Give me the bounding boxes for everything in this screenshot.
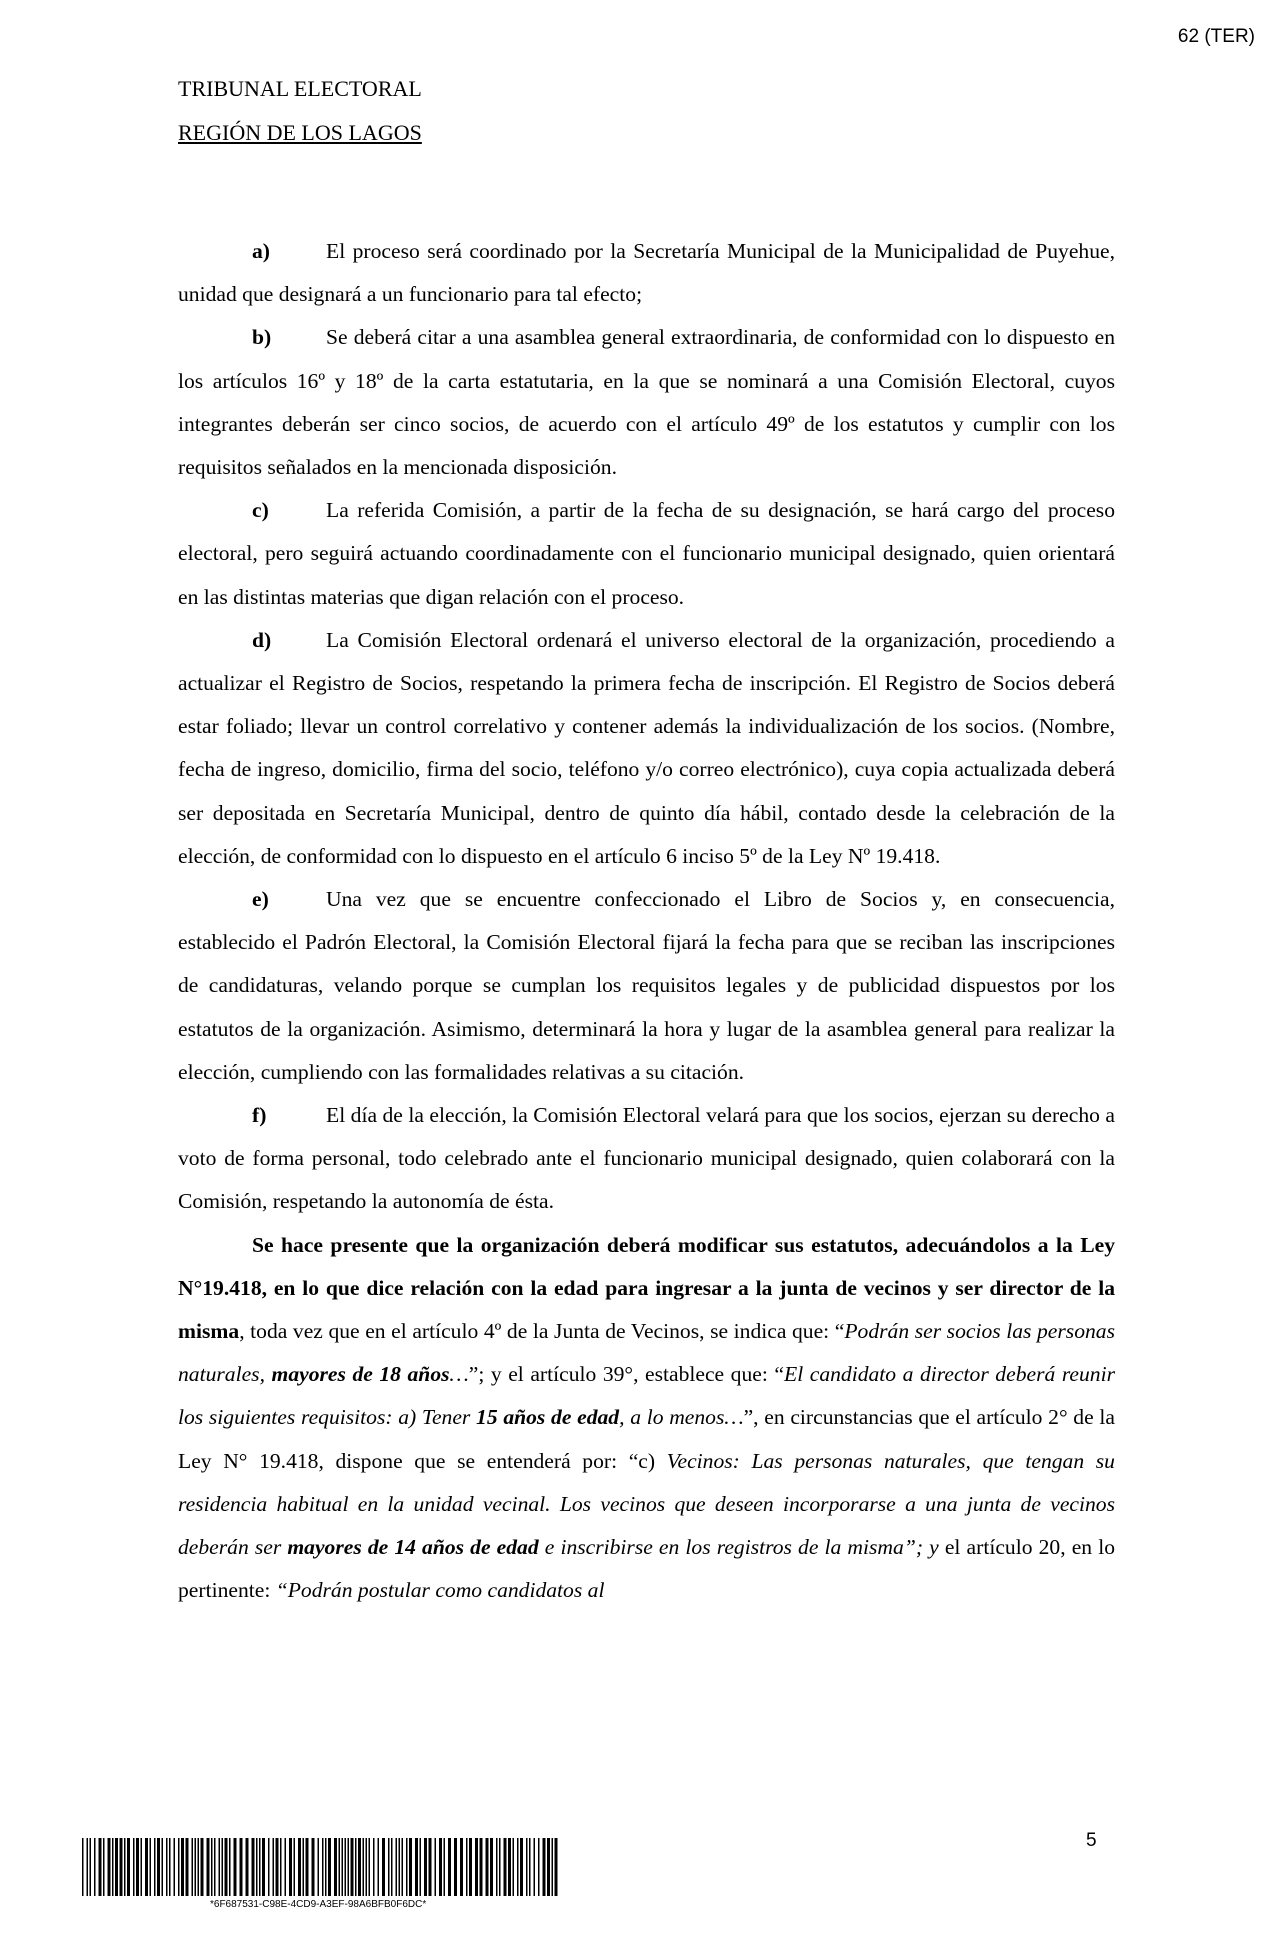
- item-label: e): [252, 887, 269, 912]
- item-label: d): [252, 627, 272, 652]
- note-bold-intro: Se hace presente que la organización deberá modificar sus estatutos, adecuándolos a la Ley N°19.418, en lo que dice relación con la edad para ingresar a la junta de vecinos y ser director de la misma: [178, 1232, 1115, 1344]
- note-text: ”, en circunstancias que el artículo 2° de la Ley N° 19.418, dispone que se entenderá por: “c): [178, 1405, 1115, 1473]
- folio-number: 62 (TER): [1177, 26, 1255, 47]
- item-label: a): [252, 239, 270, 263]
- statute-note-paragraph: [178, 1224, 1115, 1613]
- header-tribunal: TRIBUNAL ELECTORAL: [178, 76, 422, 101]
- list-item-e: [178, 878, 1115, 1094]
- page-number: 5: [1086, 1830, 1097, 1851]
- item-text: La Comisión Electoral ordenará el universo electoral de la organización, procediendo a actualizar el Registro de Socios, respetando la primera fecha de inscripción. El Registro de Socios deberá estar foliado; llevar un control correlativo y contener además la individualización de los socios. (Nombre, fecha de ingreso, domicilio, firma del socio, teléfono y/o correo electrónico), cuya copia actualizada deberá ser depositada en Secretaría Municipal, dentro de quinto día hábil, contado desde la celebración de la elección, de conformidad con lo dispuesto en el artículo 6 inciso 5º de la Ley Nº 19.418.: [178, 627, 1115, 868]
- item-text: El proceso será coordinado por la Secretaría Municipal de la Municipalidad de Puyehue, unidad que designará a un funcionario para tal efecto;: [178, 239, 1115, 307]
- item-label: f): [252, 1103, 267, 1128]
- note-quote-emphasis: mayores de 14 años de edad: [287, 1535, 539, 1560]
- item-label: c): [252, 498, 269, 523]
- list-item-b: [178, 316, 1115, 489]
- document-body: [178, 230, 1115, 1613]
- list-item-d: [178, 619, 1115, 878]
- item-text: Una vez que se encuentre confeccionado el Libro de Socios y, en consecuencia, establecido el Padrón Electoral, la Comisión Electoral fijará la fecha para que se reciban las inscripciones de candidaturas, velando porque se cumplan los requisitos legales y de publicidad dispuestos por los estatutos de la organización. Asimismo, determinará la hora y lugar de la asamblea general para realizar la elección, cumpliendo con las formalidades relativas a su citación.: [178, 887, 1115, 1084]
- item-text: Se deberá citar a una asamblea general extraordinaria, de conformidad con lo dispuesto en los artículos 16º y 18º de la carta estatutaria, en la que se nominará a una Comisión Electoral, cuyos integrantes deberán ser cinco socios, de acuerdo con el artículo 49º de los estatutos y cumplir con los requisitos señalados en la mencionada disposición.: [178, 325, 1115, 480]
- note-quote: “Podrán postular como candidatos al: [275, 1578, 605, 1603]
- barcode-caption: *6F687531-C98E-4CD9-A3EF-98A6BFB0F6DC*: [210, 1899, 427, 1910]
- note-quote: Podrán ser socios las personas naturales,: [178, 1319, 1115, 1387]
- note-quote: e inscribirse en los registros de la misma”; y: [538, 1535, 939, 1560]
- note-text: el artículo 20, en lo pertinente:: [178, 1535, 1115, 1603]
- item-text: El día de la elección, la Comisión Electoral velará para que los socios, ejerzan su derecho a voto de forma personal, todo celebrado ante el funcionario municipal designado, quien colaborará con la Comisión, respetando la autonomía de ésta.: [178, 1103, 1115, 1214]
- note-quote-emphasis: mayores de 18 años: [271, 1362, 450, 1387]
- note-text: , toda vez que en el artículo 4º de la Junta de Vecinos, se indica que: “: [239, 1319, 845, 1344]
- barcode-image: [82, 1838, 558, 1896]
- item-text: La referida Comisión, a partir de la fecha de su designación, se hará cargo del proceso electoral, pero seguirá actuando coordinadamente con el funcionario municipal designado, quien orientará en las distintas materias que digan relación con el proceso.: [178, 498, 1115, 609]
- note-quote: …: [449, 1362, 469, 1387]
- note-quote: , a lo menos…: [619, 1405, 744, 1430]
- list-item-a: [178, 230, 1115, 316]
- list-item-c: [178, 489, 1115, 619]
- header-region: REGIÓN DE LOS LAGOS: [178, 120, 422, 145]
- list-item-f: [178, 1094, 1115, 1224]
- item-label: b): [252, 325, 272, 350]
- note-text: ”; y el artículo 39°, establece que: “: [468, 1362, 784, 1387]
- note-quote: Vecinos: Las personas naturales, que tengan su residencia habitual en la unidad vecinal. Los vecinos que deseen incorporarse a una junta de vecinos deberán ser: [178, 1448, 1115, 1560]
- note-quote: El candidato a director deberá reunir los siguientes requisitos: a) Tener: [178, 1362, 1116, 1430]
- note-quote-emphasis: 15 años de edad: [476, 1405, 620, 1430]
